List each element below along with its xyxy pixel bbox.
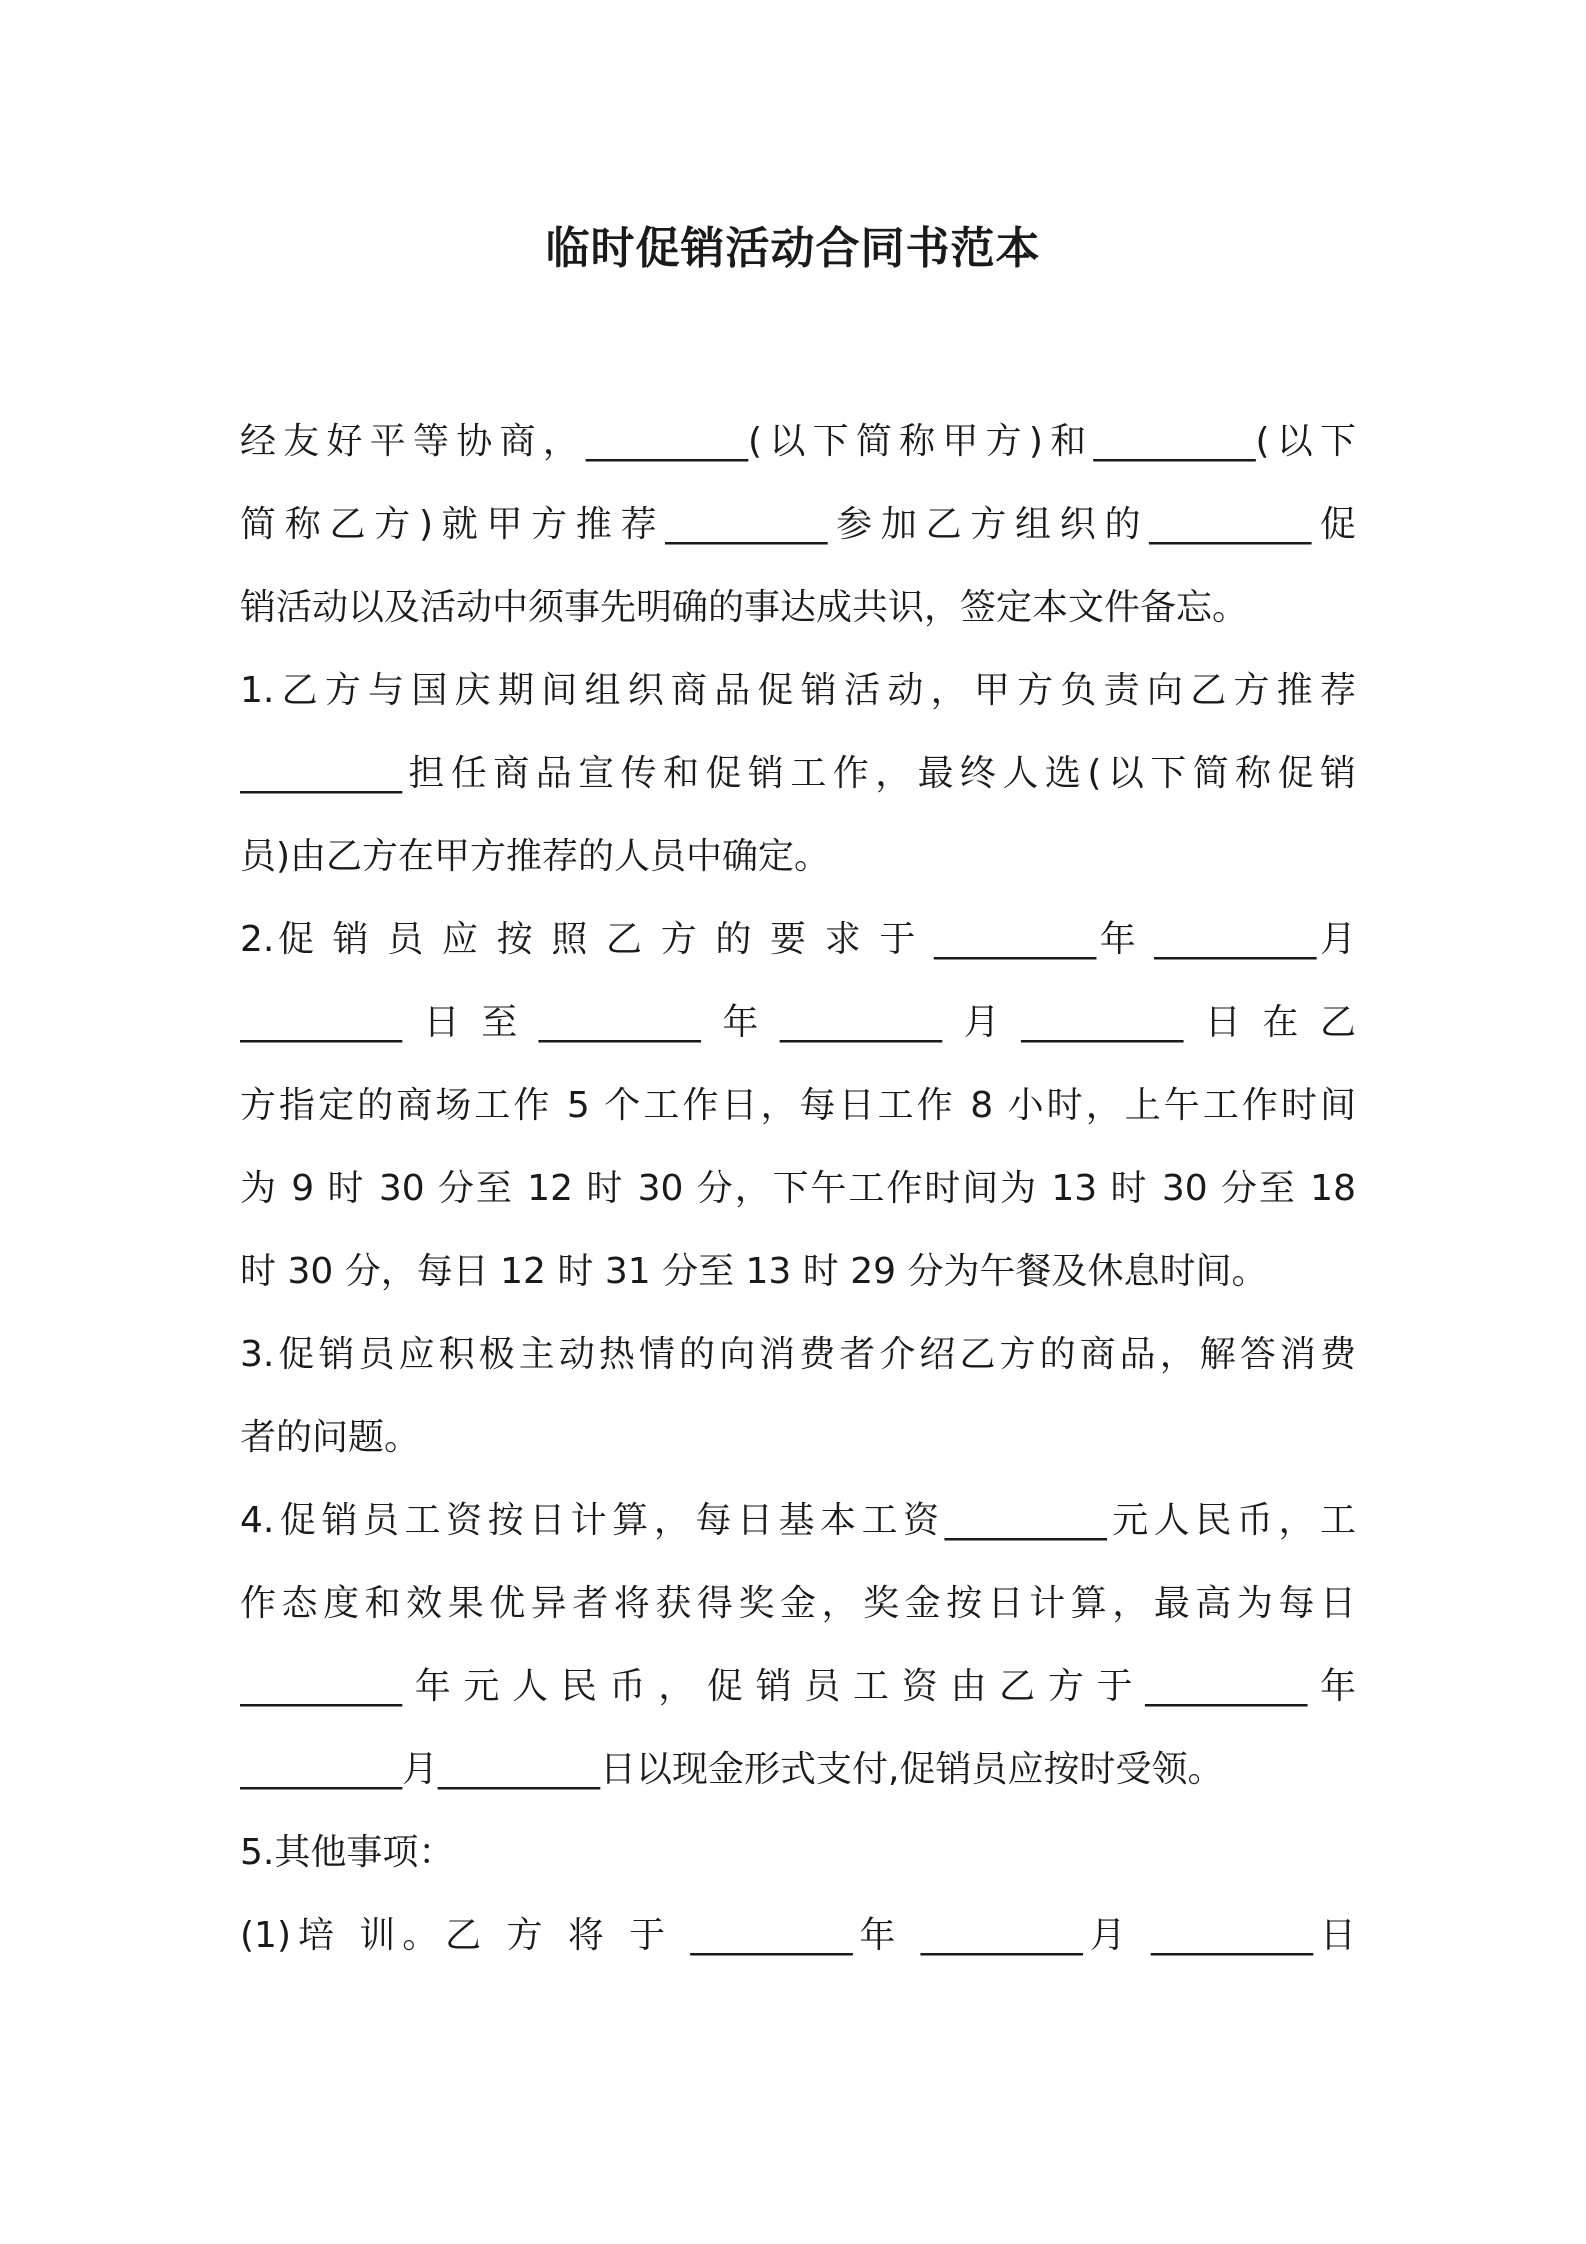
paragraph-line: 员)由乙方在甲方推荐的人员中确定。: [240, 836, 831, 877]
paragraph-line: 经友好平等协商，_________(以下简称甲方)和_________(以下: [240, 421, 1356, 462]
paragraph-line: 者的问题。: [240, 1417, 421, 1458]
paragraph-line: 1.乙方与国庆期间组织商品促销活动，甲方负责向乙方推荐: [240, 670, 1356, 711]
paragraph-line: 4.促销员工资按日计算，每日基本工资_________元人民币，工: [240, 1500, 1356, 1541]
paragraph-line: 简称乙方)就甲方推荐_________参加乙方组织的_________促: [240, 504, 1356, 545]
paragraph-line: 3.促销员应积极主动热情的向消费者介绍乙方的商品，解答消费: [240, 1334, 1356, 1375]
paragraph-line: _________月_________日以现金形式支付,促销员应按时受领。: [240, 1749, 1224, 1790]
paragraph-line: _________年元人民币，促销员工资由乙方于_________年: [240, 1666, 1356, 1707]
paragraph-line: 时 30 分，每日 12 时 31 分至 13 时 29 分为午餐及休息时间。: [240, 1251, 1268, 1292]
paragraph-line: 销活动以及活动中须事先明确的事达成共识，签定本文件备忘。: [240, 587, 1249, 628]
document-body: [240, 400, 1356, 1977]
paragraph-line: (1)培 训。乙 方 将 于 _________年 _________月 _________日: [240, 1915, 1356, 1956]
paragraph-line: 2.促 销 员 应 按 照 乙 方 的 要 求 于 _________年 _________月: [240, 919, 1356, 960]
document-title: 临时促销活动合同书范本: [545, 223, 1041, 274]
paragraph-line: _________日至_________年_________月_________日在乙: [240, 1002, 1356, 1043]
paragraph-line: 方指定的商场工作 5 个工作日，每日工作 8 小时，上午工作时间: [240, 1085, 1356, 1126]
paragraph-line: 作态度和效果优异者将获得奖金，奖金按日计算，最高为每日: [240, 1583, 1356, 1624]
paragraph-line: 为 9 时 30 分至 12 时 30 分，下午工作时间为 13 时 30 分至 18: [240, 1168, 1356, 1209]
paragraph-line: 5.其他事项：: [240, 1832, 455, 1873]
paragraph-line: _________担任商品宣传和促销工作，最终人选(以下简称促销: [240, 753, 1356, 794]
